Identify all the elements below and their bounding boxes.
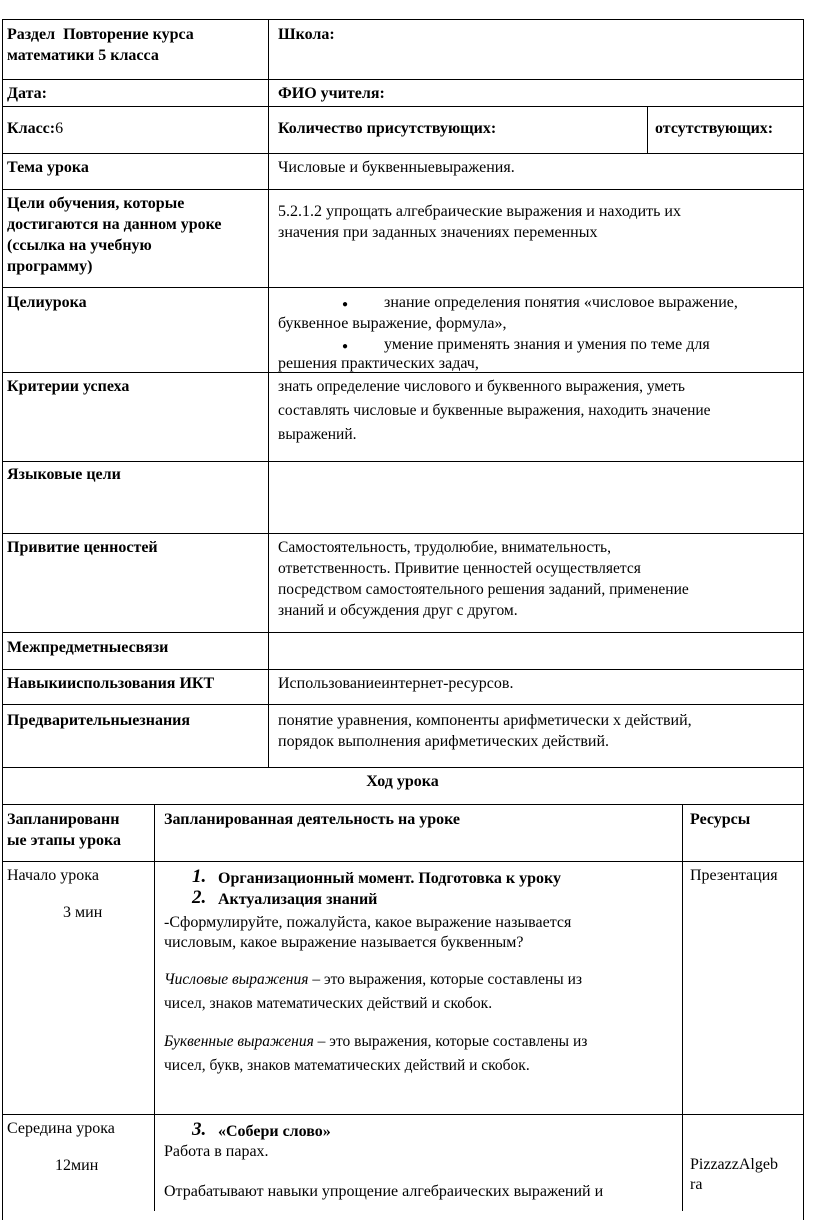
row-divider: [2, 106, 803, 107]
item3-text: «Собери слово»: [218, 1123, 331, 1140]
teacher-label: ФИО учителя:: [278, 85, 385, 102]
middle-resource-line2: ra: [690, 1176, 703, 1193]
goals-value-line: значения при заданных значениях переменных: [278, 224, 598, 241]
row-divider: [2, 79, 803, 80]
success-line: знать определение числового и буквенного выражения, уметь: [278, 378, 685, 395]
row-divider: [2, 767, 803, 768]
values-line: знаний и обсуждения друг с другом.: [278, 602, 518, 619]
section-cell: [7, 24, 194, 45]
numeric-def: – это выражения, которые составлены из: [308, 971, 583, 988]
col-stages-line: Запланированн: [7, 811, 120, 828]
middle-resource-line1: PizzazzAlgeb: [690, 1156, 778, 1173]
lesson-goal-2-cont: решения практических задач,: [278, 355, 479, 372]
prior-line: порядок выполнения арифметических действий.: [278, 733, 609, 750]
numeric-term: Числовые выражения: [164, 971, 309, 988]
lesson-goals-label: Целиурока: [7, 294, 87, 311]
item3-num: 3.: [192, 1119, 207, 1140]
goals-label-line: программу): [7, 258, 93, 275]
values-line: посредством самостоятельного решения заданий, применение: [278, 581, 689, 598]
ict-value: Использованиеинтернет-ресурсов.: [278, 675, 514, 692]
class-cell: [7, 118, 63, 139]
row-divider: [2, 632, 803, 633]
row-divider: [2, 461, 803, 462]
prior-line: понятие уравнения, компоненты арифметически х действий,: [278, 712, 692, 729]
lesson-goal-1: знание определения понятия «числовое выражение,: [384, 294, 738, 311]
column-divider: [268, 19, 269, 767]
row-divider: [2, 287, 803, 288]
item1-num: 1.: [192, 866, 207, 887]
numeric-definition: [164, 969, 582, 990]
letter-def-line2: чисел, букв, знаков математических действий и скобок.: [164, 1057, 530, 1074]
row-divider: [2, 669, 803, 670]
row-divider: [2, 704, 803, 705]
start-time: 3 мин: [63, 904, 103, 921]
row-divider: [2, 189, 803, 190]
col-activity: Запланированная деятельность на уроке: [164, 811, 461, 828]
lesson-goal-1-cont: буквенное выражение, формула»,: [278, 315, 507, 332]
class-label: Класс:: [7, 120, 56, 137]
question-line1: -Сформулируйте, пожалуйста, какое выражение называется: [164, 914, 572, 931]
values-label: Привитие ценностей: [7, 539, 158, 556]
lesson-goal-2: умение применять знания и умения по теме для: [384, 336, 710, 353]
start-resource: Презентация: [690, 867, 778, 884]
column-divider: [682, 804, 683, 1211]
column-divider: [154, 804, 155, 1211]
cross-label: Межпредметныесвязи: [7, 639, 169, 656]
prior-label: Предварительныезнания: [7, 712, 191, 729]
success-line: выражений.: [278, 426, 357, 443]
item2-num: 2.: [192, 887, 207, 908]
item2-text: Актуализация знаний: [218, 891, 378, 908]
col-stages-line: ые этапы урока: [7, 832, 121, 849]
bullet-icon: ●: [342, 341, 349, 352]
topic-label: Тема урока: [7, 159, 89, 176]
values-line: ответственность. Привитие ценностей осуществляется: [278, 560, 641, 577]
success-label: Критерии успеха: [7, 378, 130, 395]
goals-label-line: (ссылка на учебную: [7, 237, 152, 254]
plan-title: Ход урока: [366, 773, 439, 790]
letter-term: Буквенные выражения: [164, 1033, 314, 1050]
topic-value: Числовые и буквенныевыражения.: [278, 159, 515, 176]
goals-value-line: 5.2.1.2 упрощать алгебраические выражения и находить их: [278, 203, 681, 220]
school-label: Школа:: [278, 26, 335, 43]
start-stage: Начало урока: [7, 867, 99, 884]
success-line: составлять числовые и буквенные выражения, находить значение: [278, 402, 711, 419]
numeric-def-line2: чисел, знаков математических действий и скобок.: [164, 995, 493, 1012]
present-label: Количество присутствующих:: [278, 120, 497, 137]
language-label: Языковые цели: [7, 466, 121, 483]
goals-label-line: достигаются на данном уроке: [7, 216, 222, 233]
goals-label-line: Цели обучения, которые: [7, 195, 185, 212]
row-divider: [2, 153, 803, 154]
middle-time: 12мин: [55, 1157, 99, 1174]
col-resources: Ресурсы: [690, 811, 751, 828]
practice-line: Отрабатывают навыки упрощение алгебраических выражений и: [164, 1183, 604, 1200]
bullet-icon: ●: [342, 299, 349, 310]
date-label: Дата:: [7, 85, 47, 102]
letter-def: – это выражения, которые составлены из: [313, 1033, 588, 1050]
ict-label: Навыкииспользования ИКТ: [7, 675, 215, 692]
middle-stage: Середина урока: [7, 1120, 115, 1137]
question-line2: числовым, какое выражение называется буквенным?: [164, 934, 524, 951]
row-divider: [2, 533, 803, 534]
absent-label: отсутствующих:: [655, 120, 774, 137]
section-label: Раздел: [7, 26, 56, 43]
letter-definition: [164, 1031, 587, 1052]
column-divider: [647, 106, 648, 153]
class-value: 6: [55, 120, 64, 137]
values-line: Самостоятельность, трудолюбие, внимательность,: [278, 539, 611, 556]
section-value-line2: математики 5 класса: [7, 47, 159, 64]
pair-work: Работа в парах.: [164, 1143, 269, 1160]
item1-text: Организационный момент. Подготовка к уроку: [218, 870, 562, 887]
section-value: Повторение курса: [63, 26, 194, 43]
